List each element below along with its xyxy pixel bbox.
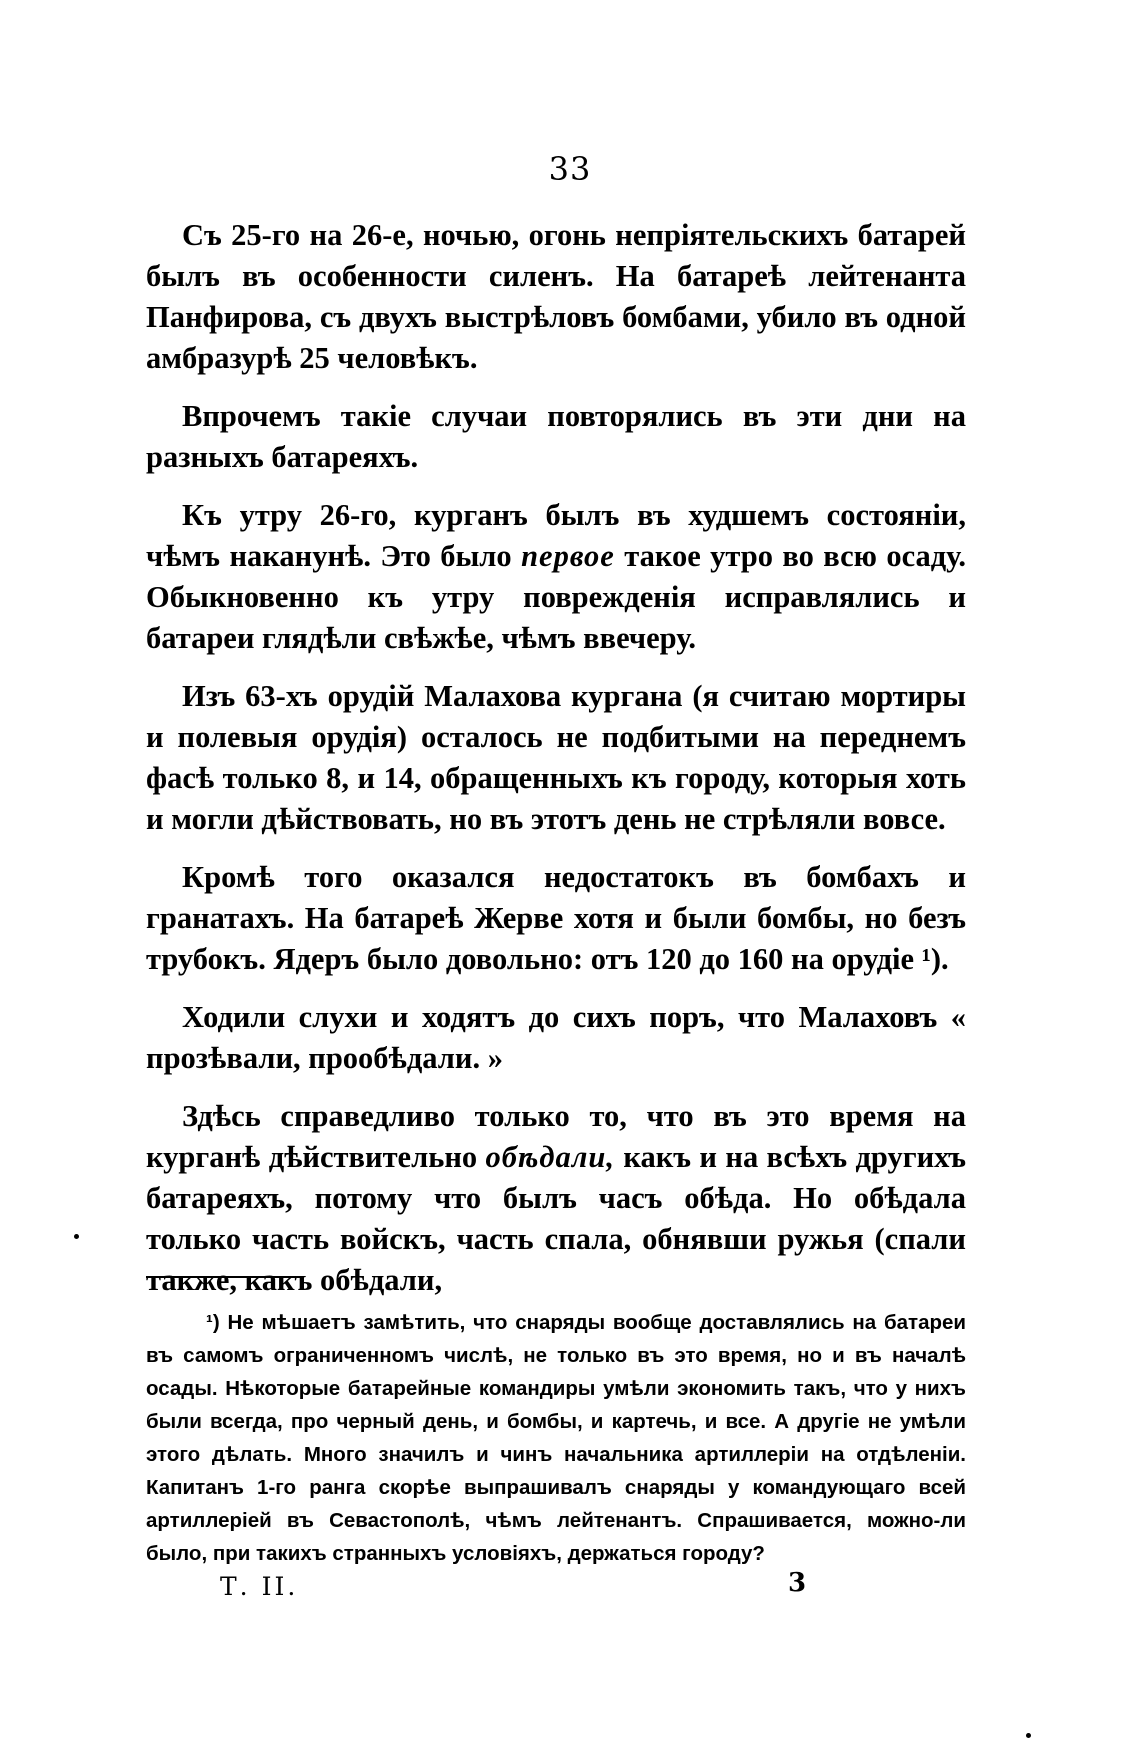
print-speck — [74, 1234, 79, 1239]
emphasis-obedali: обѣдали, — [485, 1140, 615, 1174]
paragraph-7-rest: какъ и на всѣхъ другихъ батареяхъ, потому что былъ часъ обѣда. Но обѣдала только часть войскъ, часть спала, обнявши ружья (спали также, какъ обѣдали, — [146, 1140, 967, 1297]
paragraph-3-start: Къ утру 26-го, курганъ былъ въ худшемъ состояніи, чѣмъ наканунѣ. Это было — [146, 498, 966, 573]
paragraph-5: Кромѣ того оказался недостатокъ въ бомбахъ и гранатахъ. На батареѣ Жерве хотя и были бомбы, но безъ трубокъ. Ядеръ было довольно: отъ 120 до 160 на орудіе ¹). — [146, 860, 966, 976]
paragraph-2: Впрочемъ такіе случаи повторялись въ эти дни на разныхъ батареяхъ. — [146, 399, 966, 474]
volume-mark: Т. II. — [220, 1572, 299, 1601]
paragraph-4: Изъ 63-хъ орудій Малахова кургана (я считаю мортиры и полевыя орудія) осталось не подбитыми на переднемъ фасѣ только 8, и 14, обращенныхъ къ городу, которыя хоть и могли дѣйствовать, но въ этотъ день не стрѣляли вовсе. — [146, 679, 966, 836]
footnote: ¹) Не мѣшаетъ замѣтить, что снаряды вообще доставлялись на батареи въ самомъ ограниченномъ числѣ, не только въ это время, но и въ началѣ осады. Нѣкоторые батарейные командиры умѣли экономить такъ, что у нихъ были всегда, про черный день, и бомбы, и картечь, и все. А другіе не умѣли этого дѣлать. Много значилъ и чинъ начальника артиллеріи на отдѣленіи. Капитанъ 1-го ранга скорѣе выпрашивалъ снаряды у командующаго всей артиллеріей въ Севастополѣ, чѣмъ лейтенантъ. Спрашивается, можно-ли было, при такихъ странныхъ условіяхъ, держаться городу? — [146, 1311, 966, 1565]
main-text — [146, 215, 966, 1318]
paragraph-7-start: Здѣсь справедливо только то, что въ это время на курганѣ дѣйствительно — [146, 1099, 966, 1174]
paragraph-6: Ходили слухи и ходятъ до сихъ поръ, что Малаховъ « прозѣвали, прообѣдали. » — [146, 1000, 966, 1075]
paragraph-7 — [146, 1096, 966, 1301]
signature-mark: 3 — [788, 1568, 807, 1598]
paragraph-3 — [146, 495, 966, 659]
print-speck — [1026, 1733, 1031, 1738]
paragraph-1: Съ 25-го на 26-е, ночью, огонь непріятельскихъ батарей былъ въ особенности силенъ. На батареѣ лейтенанта Панфирова, съ двухъ выстрѣловъ бомбами, убило въ одной амбразурѣ 25 человѣкъ. — [146, 218, 966, 375]
emphasis-first: первое — [521, 539, 615, 573]
footnote-divider — [146, 1276, 300, 1278]
paragraph-3-rest: такое утро во всю осаду. Обыкновенно къ утру поврежденія исправлялись и батареи глядѣли свѣжѣе, чѣмъ ввечеру. — [146, 539, 967, 655]
page-number: 33 — [548, 150, 592, 188]
